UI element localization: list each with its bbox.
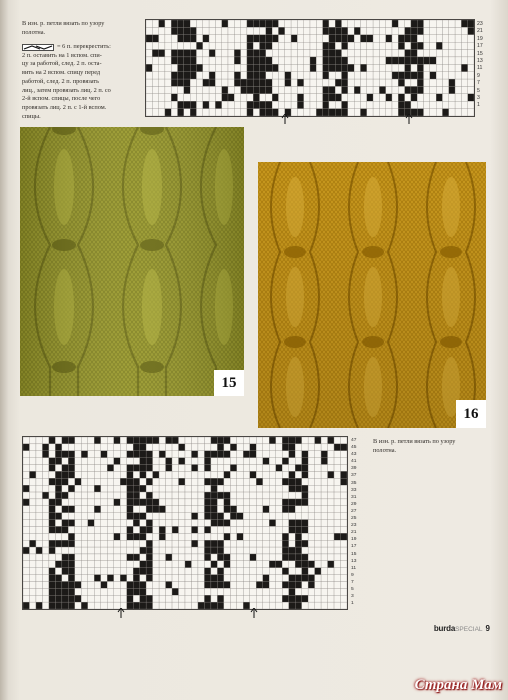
row-number: 1 (477, 102, 480, 109)
legend-symbol-text: = 6 п. перекрестить: (57, 43, 111, 50)
knitting-chart-bottom-grid (23, 437, 347, 609)
repeat-arrow-icon (117, 608, 125, 618)
cable-legend (22, 43, 142, 121)
row-number: 13 (477, 58, 483, 65)
repeat-arrow-icon (281, 114, 289, 124)
row-number: 41 (351, 459, 357, 465)
instructions-top-line1: В изн. р. петли вязать по узору (22, 20, 105, 27)
row-number: 35 (351, 480, 357, 486)
row-number: 43 (351, 452, 357, 458)
row-number: 39 (351, 466, 357, 472)
instructions-bottom (373, 438, 493, 455)
page-footer (434, 624, 490, 633)
instructions-bottom-line1: В изн. р. петли вязать по узору (373, 438, 456, 445)
magazine-edition: SPECIAL (455, 626, 483, 633)
row-number: 5 (351, 586, 354, 592)
knit-sample-photo-16 (258, 162, 486, 428)
row-number: 15 (477, 50, 483, 57)
instructions-bottom-line2: полотна. (373, 446, 397, 454)
magazine-brand: burda (433, 624, 456, 633)
row-number: 3 (351, 594, 354, 600)
instructions-top (22, 20, 140, 37)
row-number: 13 (351, 558, 357, 564)
row-number: 23 (477, 21, 483, 27)
page-number: 9 (485, 624, 490, 633)
row-number: 3 (477, 95, 480, 102)
legend-line-1: 2 п. оставить на 1 вспом. спи- (22, 51, 102, 59)
sample-number-15: 15 (214, 370, 244, 396)
row-number: 17 (351, 544, 357, 550)
row-number: 11 (351, 565, 357, 571)
legend-line-4: работой, след. 2 п. провязать (22, 77, 99, 85)
legend-line-6: 2-й вспом. спицы, после чего (22, 95, 101, 103)
row-number: 29 (351, 501, 357, 507)
row-number: 33 (351, 487, 357, 493)
legend-line-7: провязать лиц. 2 п. с 1-й вспом. (22, 103, 107, 111)
cable-symbol-icon (22, 44, 54, 51)
knitting-chart-bottom (22, 436, 348, 610)
row-number: 19 (477, 35, 483, 42)
knitting-chart-top-grid (146, 20, 474, 116)
chart-top-row-numbers (477, 21, 497, 110)
chart-bottom-row-numbers (351, 437, 367, 607)
row-number: 21 (351, 530, 357, 536)
legend-line-8: спицы. (22, 112, 41, 120)
row-number: 7 (477, 80, 480, 87)
row-number: 25 (351, 516, 357, 522)
legend-symbol-row (22, 43, 142, 52)
row-number: 11 (477, 65, 483, 72)
site-watermark: Страна Мам (414, 677, 502, 693)
legend-line-5: лиц., затем провязать лиц. 2 п. со (22, 86, 111, 94)
cable-knit-texture-yellow (258, 162, 486, 428)
row-number: 17 (477, 43, 483, 50)
row-number: 1 (351, 601, 354, 607)
row-number: 5 (477, 87, 480, 94)
legend-line-2: цу за работой, след. 2 п. оста- (22, 60, 102, 68)
instructions-top-line2: полотна. (22, 28, 46, 36)
repeat-arrow-icon (405, 114, 413, 124)
row-number: 19 (351, 537, 357, 543)
repeat-arrow-icon (250, 608, 258, 618)
row-number: 45 (351, 445, 357, 451)
page-spine-shadow (0, 0, 9, 700)
row-number: 37 (351, 473, 357, 479)
sample-number-16: 16 (456, 400, 486, 428)
row-number: 31 (351, 494, 357, 500)
legend-line-3: вить на 2 вспом. спицу перед (22, 69, 101, 77)
row-number: 23 (351, 523, 357, 529)
row-number: 27 (351, 508, 357, 514)
row-number: 9 (477, 72, 480, 79)
cable-knit-texture-green (20, 127, 244, 396)
knit-sample-photo-15 (20, 127, 244, 396)
row-number: 47 (351, 438, 357, 443)
row-number: 15 (351, 551, 357, 557)
row-number: 21 (477, 28, 483, 35)
row-number: 9 (351, 572, 354, 578)
row-number: 7 (351, 579, 354, 585)
knitting-chart-top (145, 19, 475, 117)
